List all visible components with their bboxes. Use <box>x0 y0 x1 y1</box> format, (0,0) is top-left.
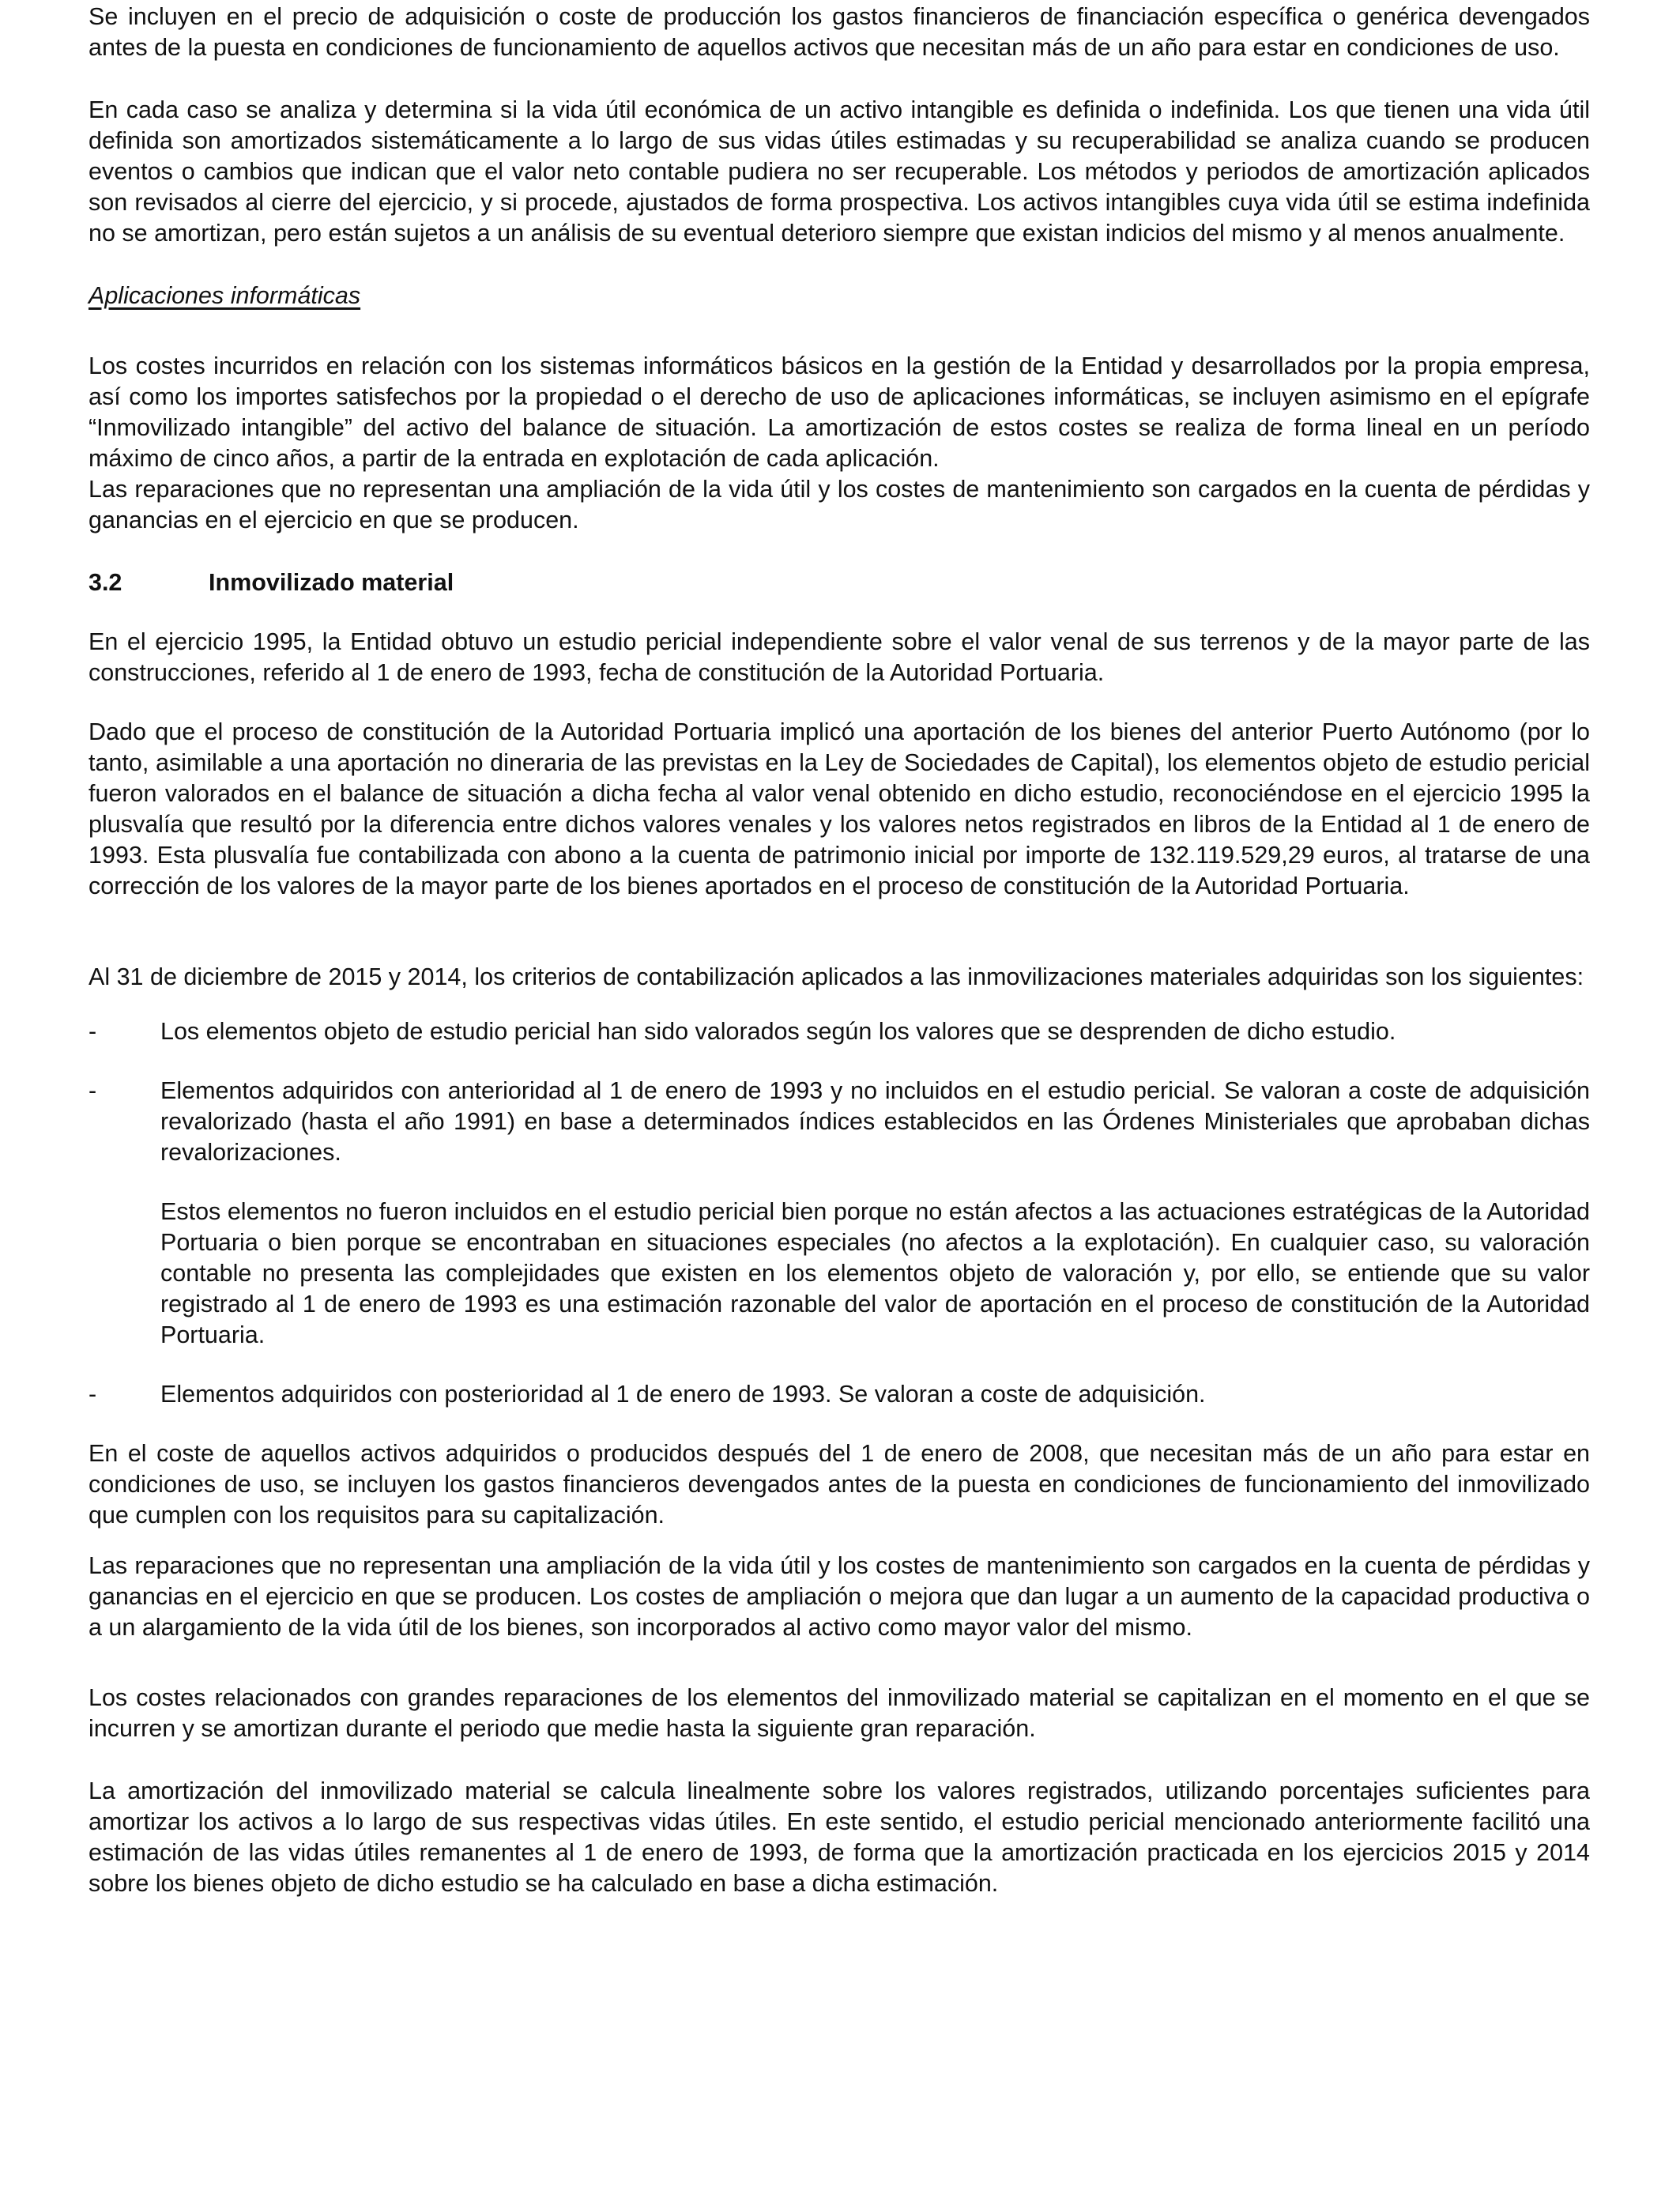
section-heading-3-2 <box>89 567 1590 598</box>
section-title: Inmovilizado material <box>209 569 454 596</box>
subheading-software: Aplicaciones informáticas <box>89 282 361 309</box>
paragraph-depreciation: La amortización del inmovilizado material se calcula linealmente sobre los valores registrados, utilizando porcentajes suficientes para amortizar los activos a lo largo de sus respectivas vidas útiles. En este sentido, el estudio pericial mencionado anteriormente facilitó una estimación de las vidas útiles remanentes al 1 de enero de 1993, de forma que la amortización practicada en los ejercicios 2015 y 2014 sobre los bienes objeto de dicho estudio se ha calculado en base a dicha estimación. <box>89 1777 1590 1897</box>
paragraph-major-repairs: Los costes relacionados con grandes reparaciones de los elementos del inmovilizado material se capitalizan en el momento en el que se incurren y se amortizan durante el periodo que medie hasta la siguiente gran reparación. <box>89 1684 1590 1742</box>
paragraph-software-repairs: Las reparaciones que no representan una ampliación de la vida útil y los costes de mantenimiento son cargados en la cuenta de pérdidas y ganancias en el ejercicio en que se producen. <box>89 476 1590 533</box>
section-number: 3.2 <box>89 569 122 596</box>
bullet-text: Elementos adquiridos con anterioridad al 1 de enero de 1993 y no incluidos en el estudio pericial. Se valoran a coste de adquisición revalorizado (hasta el año 1991) en base a determinados índices establecidos en las Órdenes Ministeriales que aprobaban dichas revalorizaciones. <box>160 1077 1590 1166</box>
paragraph-software-costs: Los costes incurridos en relación con los sistemas informáticos básicos en la gestión de la Entidad y desarrollados por la propia empresa, así como los importes satisfechos por la propiedad o el derecho de uso de aplicaciones informáticas, se incluyen asimismo en el epígrafe “Inmovilizado intangible” del activo del balance de situación. La amortización de estos costes se realiza de forma lineal en un período máximo de cinco años, a partir de la entrada en explotación de cada aplicación. <box>89 352 1590 472</box>
bullet-dash: - <box>89 1381 97 1408</box>
bullet-item-3 <box>89 1379 1590 1410</box>
paragraph-repairs-maintenance: Las reparaciones que no representan una ampliación de la vida útil y los costes de mantenimiento son cargados en la cuenta de pérdidas y ganancias en el ejercicio en que se producen. Los costes de ampliación o mejora que dan lugar a un aumento de la capacidad productiva o a un alargamiento de la vida útil de los bienes, son incorporados al activo como mayor valor del mismo. <box>89 1552 1590 1641</box>
paragraph-intangible-useful-life: En cada caso se analiza y determina si la vida útil económica de un activo intangible es definida o indefinida. Los que tienen una vida útil definida son amortizados sistemáticamente a lo largo de sus vidas útiles estimadas y su recuperabilidad se analiza cuando se producen eventos o cambios que indican que el valor neto contable pudiera no ser recuperable. Los métodos y periodos de amortización aplicados son revisados al cierre del ejercicio, y si procede, ajustados de forma prospectiva. Los activos intangibles cuya vida útil se estima indefinida no se amortizan, pero están sujetos a un análisis de su eventual deterioro siempre que existan indicios del mismo y al menos anualmente. <box>89 96 1590 247</box>
paragraph-financial-costs: Se incluyen en el precio de adquisición o coste de producción los gastos financieros de financiación específica o genérica devengados antes de la puesta en condiciones de funcionamiento de aquellos activos que necesitan más de un año para estar en condiciones de uso. <box>89 3 1590 61</box>
paragraph-port-authority-constitution: Dado que el proceso de constitución de la Autoridad Portuaria implicó una aportación de los bienes del anterior Puerto Autónomo (por lo tanto, asimilable a una aportación no dineraria de las previstas en la Ley de Sociedades de Capital), los elementos objeto de estudio pericial fueron valorados en el balance de situación a dicha fecha al valor venal obtenido en dicho estudio, reconociéndose en el ejercicio 1995 la plusvalía que resultó por la diferencia entre dichos valores venales y los valores netos registrados en libros de la Entidad al 1 de enero de 1993. Esta plusvalía fue contabilizada con abono a la cuenta de patrimonio inicial por importe de 132.119.529,29 euros, al tratarse de una corrección de los valores de la mayor parte de los bienes aportados en el proceso de constitución de la Autoridad Portuaria. <box>89 718 1590 899</box>
paragraph-accounting-criteria: Al 31 de diciembre de 2015 y 2014, los criterios de contabilización aplicados a las inmovilizaciones materiales adquiridas son los siguientes: <box>89 963 1584 990</box>
bullet-item-2-continuation: Estos elementos no fueron incluidos en el estudio pericial bien porque no están afectos a las actuaciones estratégicas de la Autoridad Portuaria o bien porque se encontraban en situaciones especiales (no afectos a la explotación). En cualquier caso, su valoración contable no presenta las complejidades que existen en los elementos objeto de valoración y, por ello, se entiende que su valor registrado al 1 de enero de 1993 es una estimación razonable del valor de aportación en el proceso de constitución de la Autoridad Portuaria. <box>160 1198 1590 1348</box>
bullet-text: Los elementos objeto de estudio pericial han sido valorados según los valores que se desprenden de dicho estudio. <box>160 1018 1396 1045</box>
bullet-item-2 <box>89 1076 1590 1168</box>
paragraph-appraisal-study: En el ejercicio 1995, la Entidad obtuvo un estudio pericial independiente sobre el valor venal de sus terrenos y de la mayor parte de las construcciones, referido al 1 de enero de 1993, fecha de constitución de la Autoridad Portuaria. <box>89 628 1590 686</box>
document-page <box>89 0 1590 1899</box>
bullet-text: Elementos adquiridos con posterioridad al 1 de enero de 1993. Se valoran a coste de adquisición. <box>160 1381 1206 1408</box>
bullet-dash: - <box>89 1077 97 1104</box>
paragraph-post-2008-costs: En el coste de aquellos activos adquiridos o producidos después del 1 de enero de 2008, que necesitan más de un año para estar en condiciones de uso, se incluyen los gastos financieros devengados antes de la puesta en condiciones de funcionamiento del inmovilizado que cumplen con los requisitos para su capitalización. <box>89 1440 1590 1529</box>
bullet-dash: - <box>89 1018 97 1045</box>
bullet-item-1 <box>89 1016 1590 1047</box>
